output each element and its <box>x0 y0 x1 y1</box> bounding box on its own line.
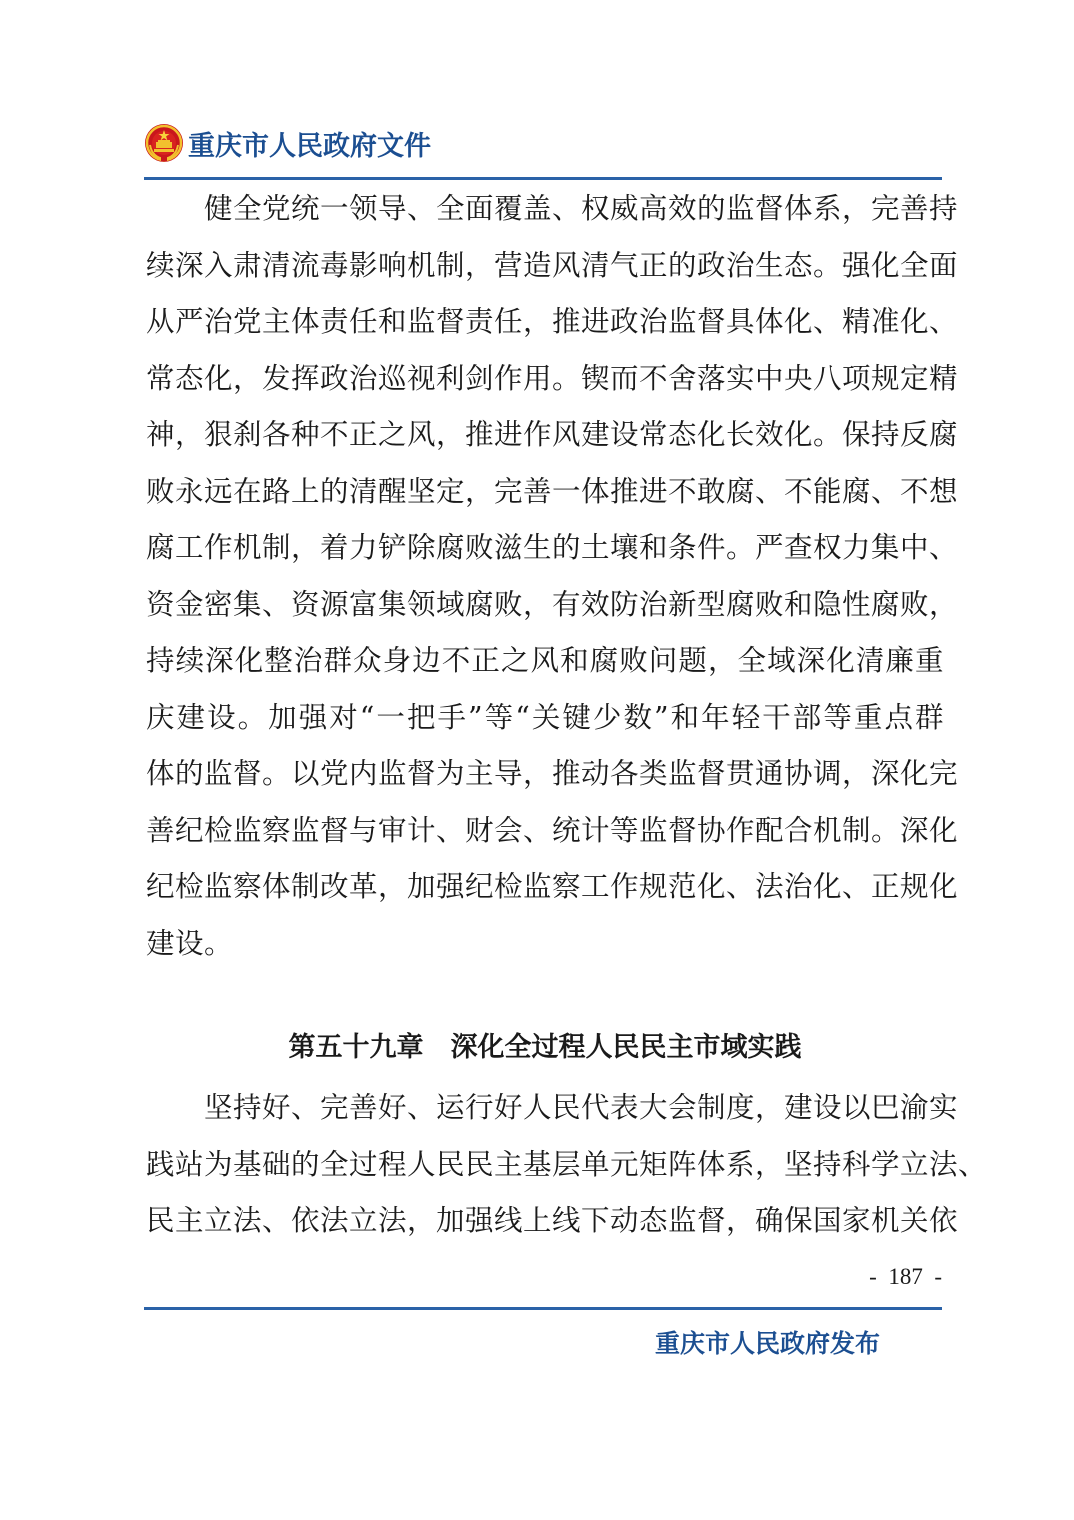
national-emblem-icon <box>144 123 184 163</box>
document-header <box>144 120 942 180</box>
paragraph-line: 庆建设。加强对“一把手”等“关键少数”和年轻干部等重点群 <box>146 700 944 734</box>
header-title: 重庆市人民政府文件 <box>188 131 431 162</box>
paragraph-line: 建设。 <box>146 926 234 960</box>
paragraph-line: 民主立法、依法立法，加强线上线下动态监督，确保国家机关依 <box>146 1204 959 1237</box>
paragraph-line: 神，狠刹各种不正之风，推进作风建设常态化长效化。保持反腐 <box>146 418 959 451</box>
footer-divider <box>144 1307 942 1310</box>
chapter-heading: 第五十九章 深化全过程人民民主市域实践 <box>288 1032 802 1063</box>
paragraph-line: 常态化，发挥政治巡视利剑作用。锲而不舍落实中央八项规定精 <box>146 361 959 395</box>
paragraph-line: 体的监督。以党内监督为主导，推动各类监督贯通协调，深化完 <box>146 757 959 790</box>
paragraph-line: 坚持好、完善好、运行好人民代表大会制度，建设以巴渝实 <box>204 1091 959 1124</box>
paragraph-line: 善纪检监察监督与审计、财会、统计等监督协作配合机制。深化 <box>146 813 959 847</box>
paragraph-line: 败永远在路上的清醒坚定，完善一体推进不敢腐、不能腐、不想 <box>146 474 959 508</box>
header-divider <box>144 177 942 180</box>
paragraph-line: 续深入肃清流毒影响机制，营造风清气正的政治生态。强化全面 <box>146 248 959 282</box>
article-body <box>146 181 959 972</box>
paragraph-line: 持续深化整治群众身边不正之风和腐败问题，全域深化清廉重 <box>146 644 944 677</box>
paragraph-line: 从严治党主体责任和监督责任，推进政治监督具体化、精准化、 <box>146 305 959 338</box>
paragraph-line: 腐工作机制，着力铲除腐败滋生的土壤和条件。严查权力集中、 <box>146 531 959 564</box>
paragraph-line: 资金密集、资源富集领域腐败，有效防治新型腐败和隐性腐败， <box>146 587 959 621</box>
page-number: - 187 - <box>869 1264 942 1289</box>
paragraph-line: 践站为基础的全过程人民民主基层单元矩阵体系，坚持科学立法、 <box>146 1147 988 1181</box>
paragraph-line: 健全党统一领导、全面覆盖、权威高效的监督体系，完善持 <box>204 192 959 225</box>
paragraph-line: 纪检监察体制改革，加强纪检监察工作规范化、法治化、正规化 <box>146 870 959 903</box>
footer-publisher: 重庆市人民政府发布 <box>654 1329 880 1358</box>
article-body-2 <box>146 1080 988 1250</box>
